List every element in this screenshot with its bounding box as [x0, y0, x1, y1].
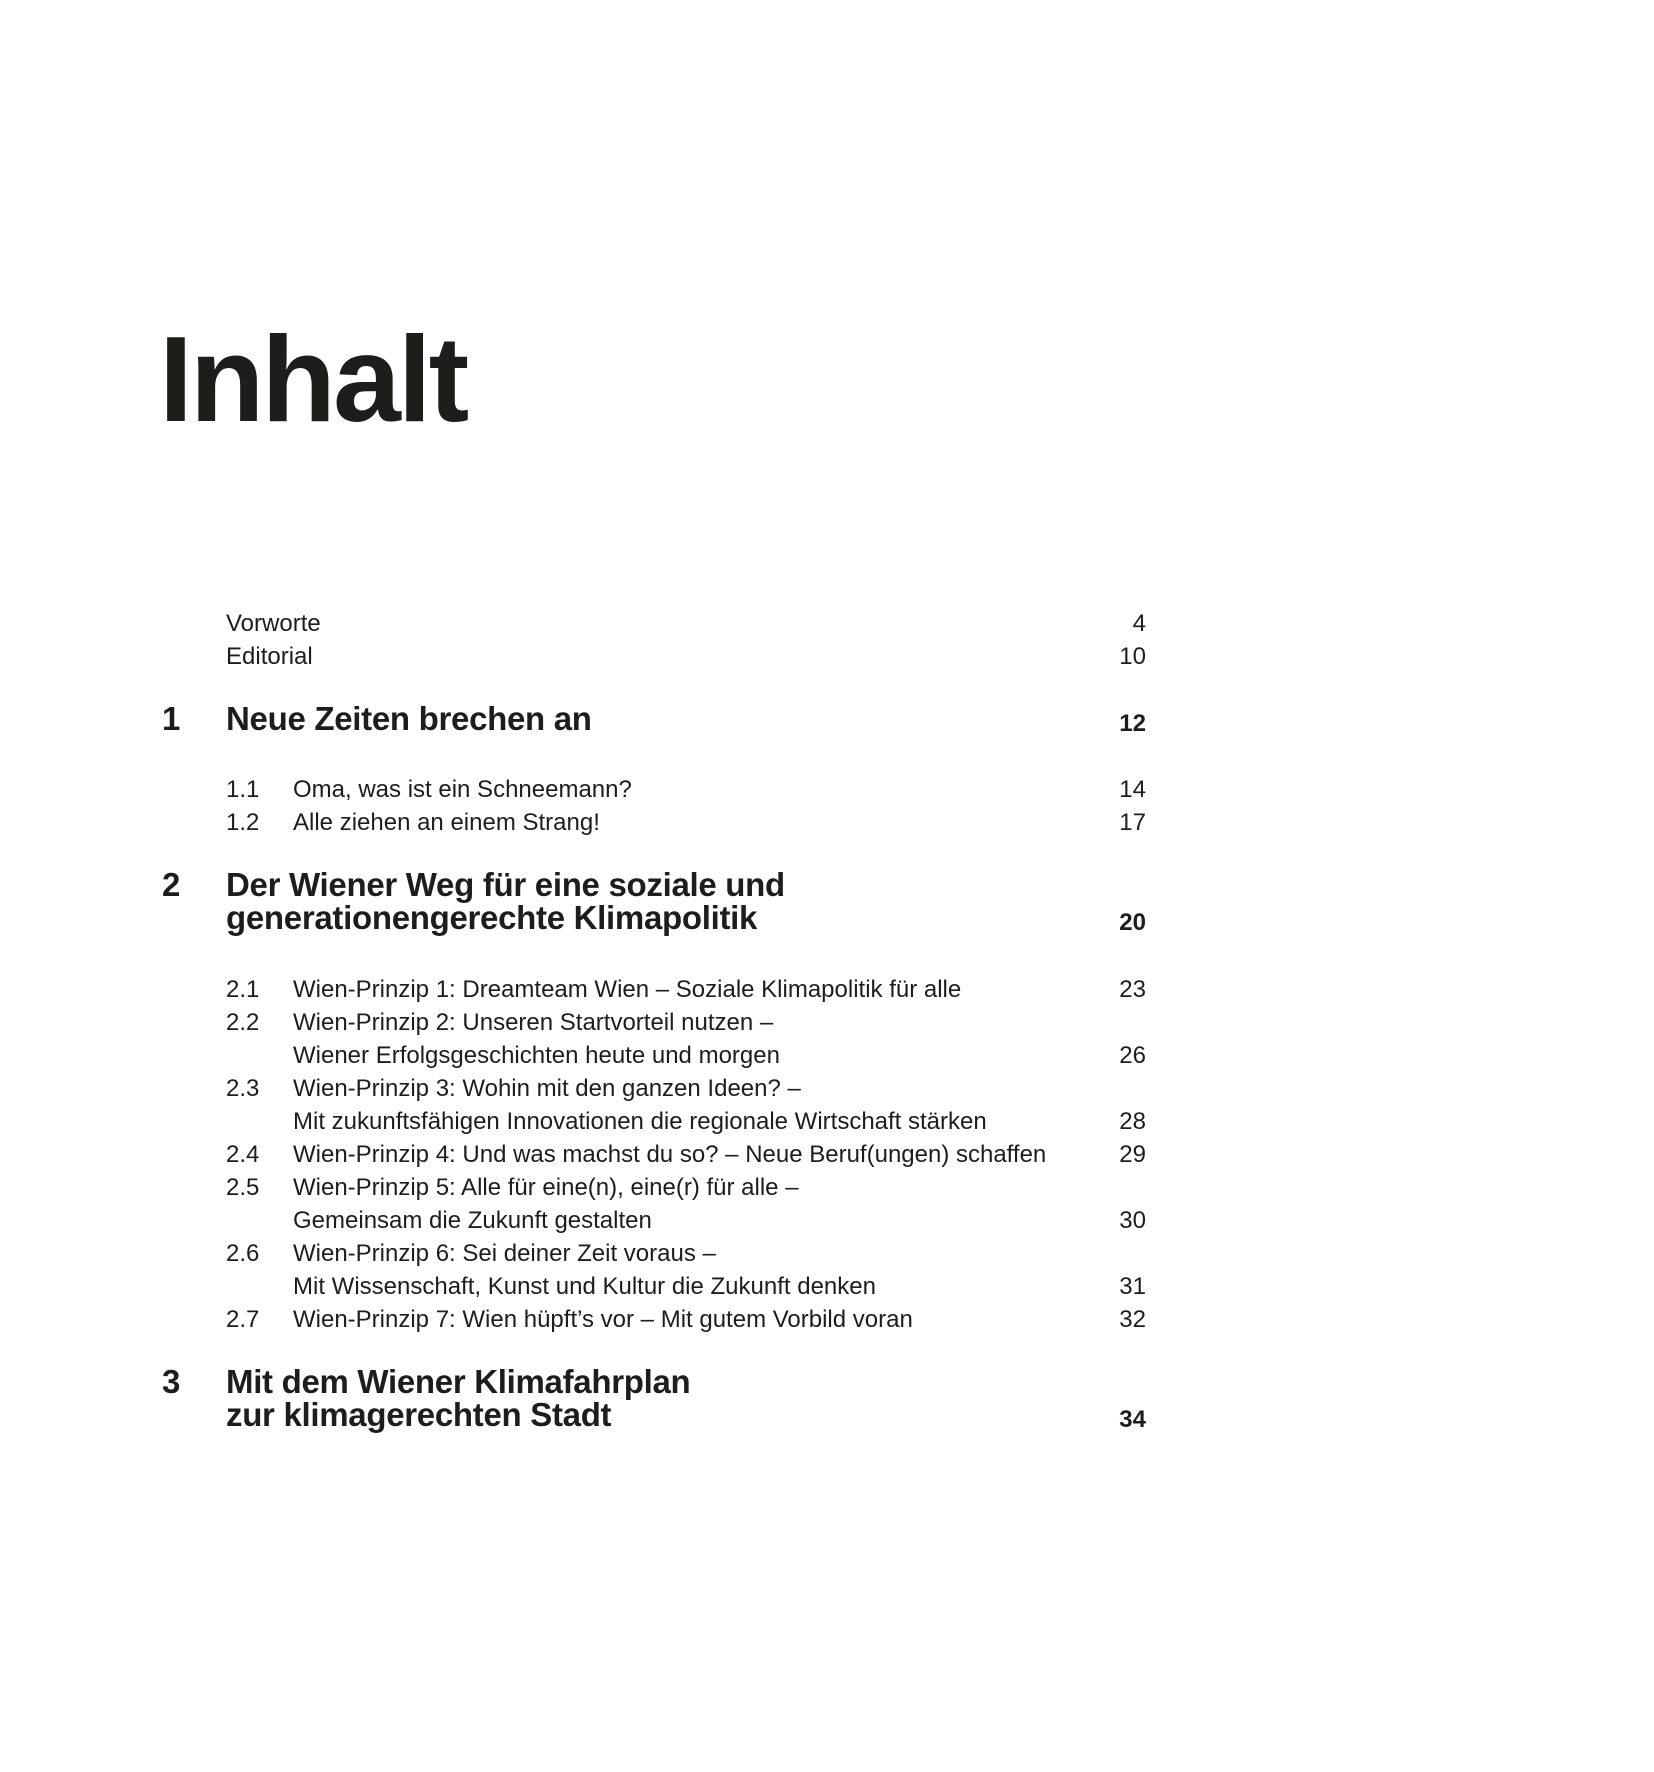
chapter-number: 1 — [162, 700, 181, 737]
section-number: 2.5 — [226, 1174, 260, 1201]
section-title: Wien-Prinzip 4: Und was machst du so? – Neue Beruf(ungen) schaffen — [293, 1141, 1047, 1168]
section-title: Wien-Prinzip 6: Sei deiner Zeit voraus – — [293, 1240, 716, 1267]
section-title: Mit zukunftsfähigen Innovationen die regionale Wirtschaft stärken — [293, 1108, 987, 1135]
section-title: Mit Wissenschaft, Kunst und Kultur die Zukunft denken — [293, 1273, 876, 1300]
section-number: 2.1 — [226, 976, 260, 1003]
section-page: 26 — [1119, 1042, 1146, 1069]
section-page: 28 — [1119, 1108, 1146, 1135]
section-title: Alle ziehen an einem Strang! — [293, 809, 600, 836]
chapter-title: generationengerechte Klimapolitik — [226, 899, 758, 936]
page-title: Inhalt — [159, 311, 467, 447]
section-page: 32 — [1119, 1306, 1146, 1333]
chapter-title: Mit dem Wiener Klimafahrplan — [226, 1363, 691, 1400]
chapter-title: Neue Zeiten brechen an — [226, 700, 592, 737]
section-title: Wiener Erfolgsgeschichten heute und morgen — [293, 1042, 780, 1069]
section-number: 2.2 — [226, 1009, 260, 1036]
section-title: Gemeinsam die Zukunft gestalten — [293, 1207, 652, 1234]
section-title: Wien-Prinzip 2: Unseren Startvorteil nutzen – — [293, 1009, 774, 1036]
section-number: 1.2 — [226, 809, 260, 836]
section-page: 29 — [1119, 1141, 1146, 1168]
section-title: Oma, was ist ein Schneemann? — [293, 776, 632, 803]
chapter-page: 12 — [1119, 710, 1146, 737]
chapter-page: 34 — [1119, 1406, 1146, 1433]
section-number: 2.6 — [226, 1240, 260, 1267]
chapter-title: Der Wiener Weg für eine soziale und — [226, 866, 785, 903]
section-number: 1.1 — [226, 776, 260, 803]
section-page: 30 — [1119, 1207, 1146, 1234]
chapter-title: zur klimagerechten Stadt — [226, 1396, 612, 1433]
section-page: 17 — [1119, 809, 1146, 836]
section-title: Wien-Prinzip 7: Wien hüpft’s vor – Mit gutem Vorbild voran — [293, 1306, 913, 1333]
section-title: Wien-Prinzip 5: Alle für eine(n), eine(r) für alle – — [293, 1174, 799, 1201]
section-title: Wien-Prinzip 1: Dreamteam Wien – Soziale Klimapolitik für alle — [293, 976, 962, 1003]
section-page: 23 — [1119, 976, 1146, 1003]
chapter-page: 20 — [1119, 909, 1146, 936]
toc-entry-page: 4 — [1132, 610, 1146, 637]
chapter-number: 2 — [162, 866, 181, 903]
section-number: 2.4 — [226, 1141, 260, 1168]
toc-entry-page: 10 — [1119, 643, 1146, 670]
toc-entry-title: Editorial — [226, 643, 313, 670]
chapter-number: 3 — [162, 1363, 181, 1400]
section-page: 14 — [1119, 776, 1146, 803]
toc-entry-title: Vorworte — [226, 610, 321, 637]
section-page: 31 — [1119, 1273, 1146, 1300]
section-title: Wien-Prinzip 3: Wohin mit den ganzen Ideen? – — [293, 1075, 801, 1102]
section-number: 2.3 — [226, 1075, 260, 1102]
section-number: 2.7 — [226, 1306, 260, 1333]
